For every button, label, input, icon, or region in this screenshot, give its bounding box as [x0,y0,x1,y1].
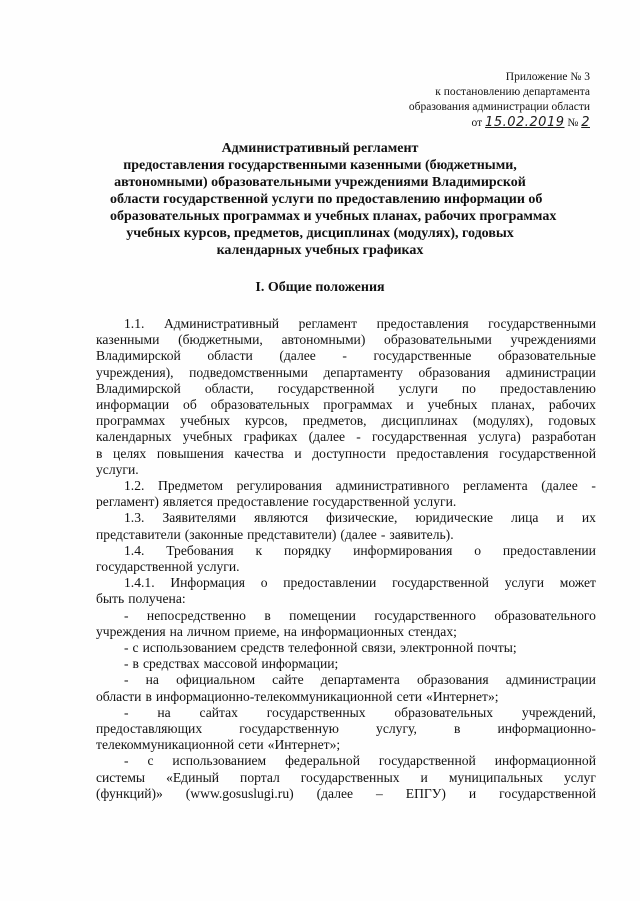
body-line: предоставляющих государственную услугу, в информационно- [96,721,596,737]
body-line: (функций)» (www.gosuslugi.ru) (далее – ЕПГУ) и государственной [96,785,596,801]
title-line: учебных курсов, предметов, дисциплинах (модулях), годовых [126,226,514,241]
title-line: Административный регламент [221,141,419,156]
body-line: календарных учебных графиках (далее - государственная услуга) разработан [96,429,596,445]
title-line: образовательных программах и учебных планах, рабочих программах [110,209,557,224]
body-line: программах учебных курсов, предметов, дисциплинах (модулях), годовых [96,413,596,429]
body-text [96,316,596,802]
body-line: быть получена: [96,591,186,607]
body-line: телекоммуникационной сети «Интернет»; [96,737,341,753]
handwritten-date: 15.02.2019 [485,115,565,130]
handwritten-number: 2 [581,115,590,130]
body-line: в целях повышения качества и доступности предоставления государственной [96,445,596,461]
body-line: казенными (бюджетными, автономными) образовательными учреждениями [96,332,596,348]
body-line: - на официальном сайте департамента образования администрации [124,672,596,688]
body-line: - непосредственно в помещении государственного образовательного [124,607,596,623]
body-line: - с использованием федеральной государственной информационной [124,753,596,769]
title-line: календарных учебных графиках [216,243,424,258]
number-prefix: № [567,117,579,129]
body-line: 1.2. Предметом регулирования административного регламента (далее - [124,478,596,494]
date-prefix: от [471,117,483,129]
body-line: информации об образовательных программах и учебных планах, рабочих [96,397,596,413]
body-line: 1.1. Административный регламент предоставления государственными [124,316,596,331]
body-line: области в информационно-телекоммуникационной сети «Интернет»; [96,688,499,704]
annex-reference: к постановлению департамента [435,86,590,98]
body-line: 1.4. Требования к порядку информирования о предоставлении [124,542,596,558]
body-line: 1.3. Заявителями являются физические, юридические лица и их [124,510,596,526]
body-line: учреждения), подведомственными департаменту образования администрации [96,364,596,380]
body-line: государственной услуги. [96,559,240,575]
body-line: - на сайтах государственных образовательных учреждений, [124,704,596,720]
title-line: автономными) образовательными учреждениями Владимирской [114,175,526,190]
annex-authority: образования администрации области [408,101,590,113]
body-line: регламент) является предоставление государственной услуги. [96,494,457,510]
body-line: учреждения на личном приеме, на информационных стендах; [96,623,457,639]
body-line: Владимирской области (далее - государственные образовательные [96,348,596,364]
document-title [110,140,557,259]
section-heading: I. Общие положения [255,280,385,295]
body-line: представители (законные представители) (далее - заявитель). [96,526,454,542]
title-line: области государственной услуги по предоставлению информации об [110,192,543,207]
annex-title: Приложение № 3 [505,71,590,83]
title-line: предоставления государственными казенными (бюджетными, [123,158,517,173]
body-line: 1.4.1. Информация о предоставлении государственной услуги может [124,575,596,591]
annex-date-line [360,115,590,131]
body-line: - с использованием средств телефонной связи, электронной почты; [124,640,517,656]
body-line: системы «Единый портал государственных и муниципальных услуг [96,769,596,785]
body-line: - в средствах массовой информации; [124,656,339,672]
body-line: услуги. [96,461,139,477]
annex-header [360,70,590,131]
body-line: Владимирской области, государственной услуги по предоставлению [96,380,596,396]
